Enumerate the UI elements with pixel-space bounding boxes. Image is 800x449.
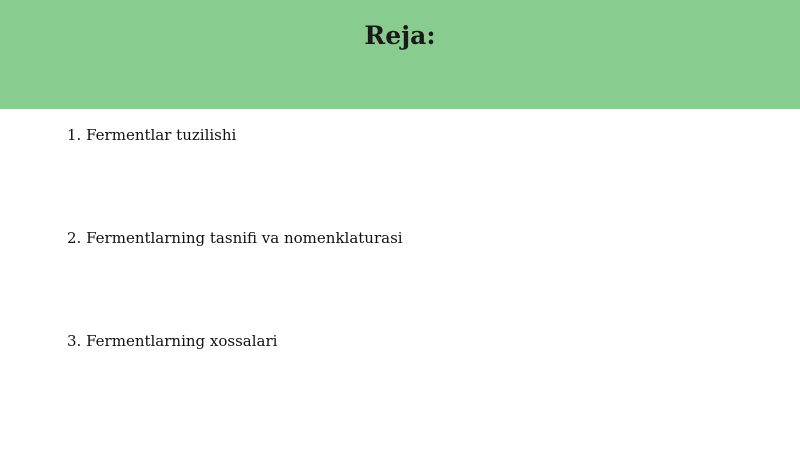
- slide-title: Reja:: [364, 21, 436, 50]
- plan-item-2: 2. Fermentlarning tasnifi va nomenklaturasi: [67, 229, 403, 247]
- plan-list: [67, 124, 403, 352]
- plan-item-1: 1. Fermentlar tuzilishi: [67, 126, 237, 144]
- header-band: [0, 0, 800, 109]
- plan-item-3: 3. Fermentlarning xossalari: [67, 332, 278, 350]
